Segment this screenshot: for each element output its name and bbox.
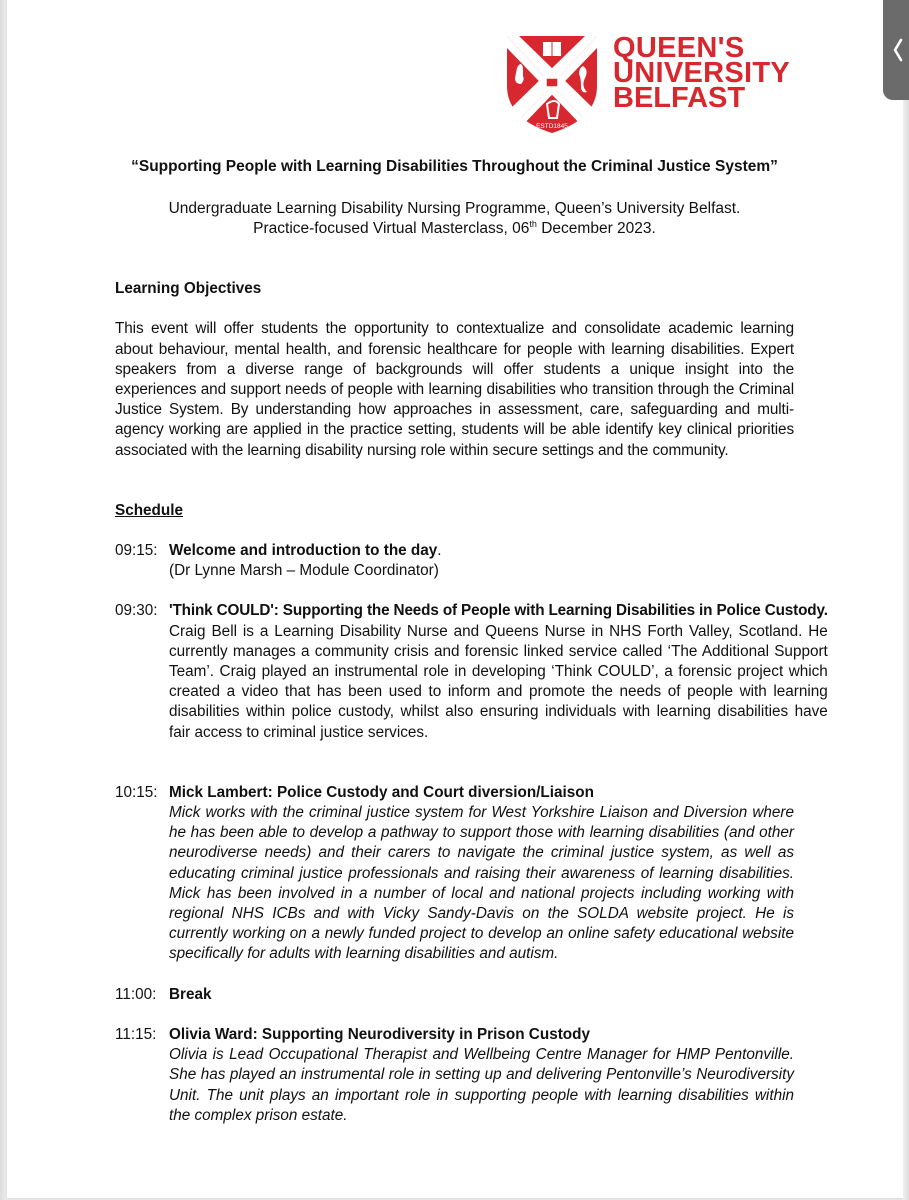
schedule-description: (Dr Lynne Marsh – Module Coordinator) <box>169 562 439 580</box>
schedule-item <box>115 1025 794 1126</box>
document-title: “Supporting People with Learning Disabilities Throughout the Criminal Justice System” <box>131 158 778 175</box>
subtitle-line-1: Undergraduate Learning Disability Nursing Programme, Queen’s University Belfast. <box>168 200 741 218</box>
logo-text-university: UNIVERSITY <box>613 57 791 89</box>
schedule-item <box>115 783 794 965</box>
university-crest-icon <box>505 34 599 134</box>
schedule-time: 09:15: <box>115 542 158 560</box>
page-right-edge <box>903 0 909 1200</box>
objectives-heading: Learning Objectives <box>115 280 262 298</box>
schedule-title: Mick Lambert: Police Custody and Court diversion/Liaison <box>169 783 594 801</box>
collapse-panel-tab[interactable] <box>883 0 909 100</box>
schedule-item <box>115 541 794 581</box>
schedule-time: 09:30: <box>115 602 158 620</box>
logo-text-queens: QUEEN'S <box>613 32 745 64</box>
subtitle-date-suffix: December 2023. <box>536 220 656 238</box>
objectives-paragraph: This event will offer students the opportunity to contextualize and consolidate academic learning about behaviour, mental health, and forensic healthcare for people with learning disabilities. Expert speakers from a diverse range of backgrounds will offer students a unique insight into the experiences and support needs of people with learning disabilities who transition through the Criminal Justice System. By understanding how approaches in assessment, care, safeguarding and multi-agency working are applied in the practice setting, students will be able identify key clinical priorities associated with the learning disability nursing role within secure settings and the community. <box>115 320 794 459</box>
schedule-description: Craig Bell is a Learning Disability Nurse and Queens Nurse in NHS Forth Valley, Scotland. He currently manages a community crisis and forensic linked service called ‘The Additional Support Team’. Craig played an instrumental role in developing ‘Think COULD’, a forensic project which created a video that has been used to inform and promote the needs of people with learning disabilities within police custody, whilst also ensuring individuals with learning disabilities have fair access to criminal justice services. <box>169 622 828 741</box>
document-content <box>115 150 828 1126</box>
schedule-title: Break <box>169 985 212 1003</box>
logo-text-belfast: BELFAST <box>613 82 746 114</box>
subtitle-line-2 <box>115 219 794 239</box>
page-left-edge <box>0 0 7 1200</box>
subtitle-date-ordinal: th <box>529 219 537 230</box>
schedule-item <box>115 985 794 1005</box>
chevron-left-icon <box>892 37 904 63</box>
schedule-heading: Schedule <box>115 501 184 519</box>
schedule-time: 11:00: <box>115 985 157 1003</box>
subtitle-date-prefix: Practice-focused Virtual Masterclass, 06 <box>253 220 530 238</box>
svg-text:ESTD1845: ESTD1845 <box>536 123 568 130</box>
schedule-item <box>115 601 828 742</box>
university-logo <box>505 34 795 134</box>
schedule-title: Welcome and introduction to the day. <box>169 542 442 560</box>
schedule-title: 'Think COULD': Supporting the Needs of People with Learning Disabilities in Police Custody. <box>169 602 828 620</box>
schedule-time: 10:15: <box>115 783 158 801</box>
document-subtitle <box>115 199 794 239</box>
schedule-description: Olivia is Lead Occupational Therapist and Wellbeing Centre Manager for HMP Pentonville. She has played an instrumental role in setting up and delivering Pentonville’s Neurodiversity Unit. The unit plays an important role in supporting people with learning disabilities within the complex prison estate. <box>169 1046 794 1124</box>
schedule-title: Olivia Ward: Supporting Neurodiversity in Prison Custody <box>169 1025 590 1043</box>
schedule-time: 11:15: <box>115 1025 157 1043</box>
schedule-description: Mick works with the criminal justice system for West Yorkshire Liaison and Diversion where he has been able to develop a pathway to support those with learning disabilities (and other neurodiverse needs) and their carers to navigate the criminal justice system, as well as educating criminal justice professionals and raising their awareness of learning disabilities. Mick has been involved in a number of local and national projects including working with regional NHS ICBs and with Vicky Sandy-Davis on the SOLDA website project. He is currently working on a newly funded project to develop an online safety educational website specifically for adults with learning disabilities and autism. <box>169 804 794 963</box>
